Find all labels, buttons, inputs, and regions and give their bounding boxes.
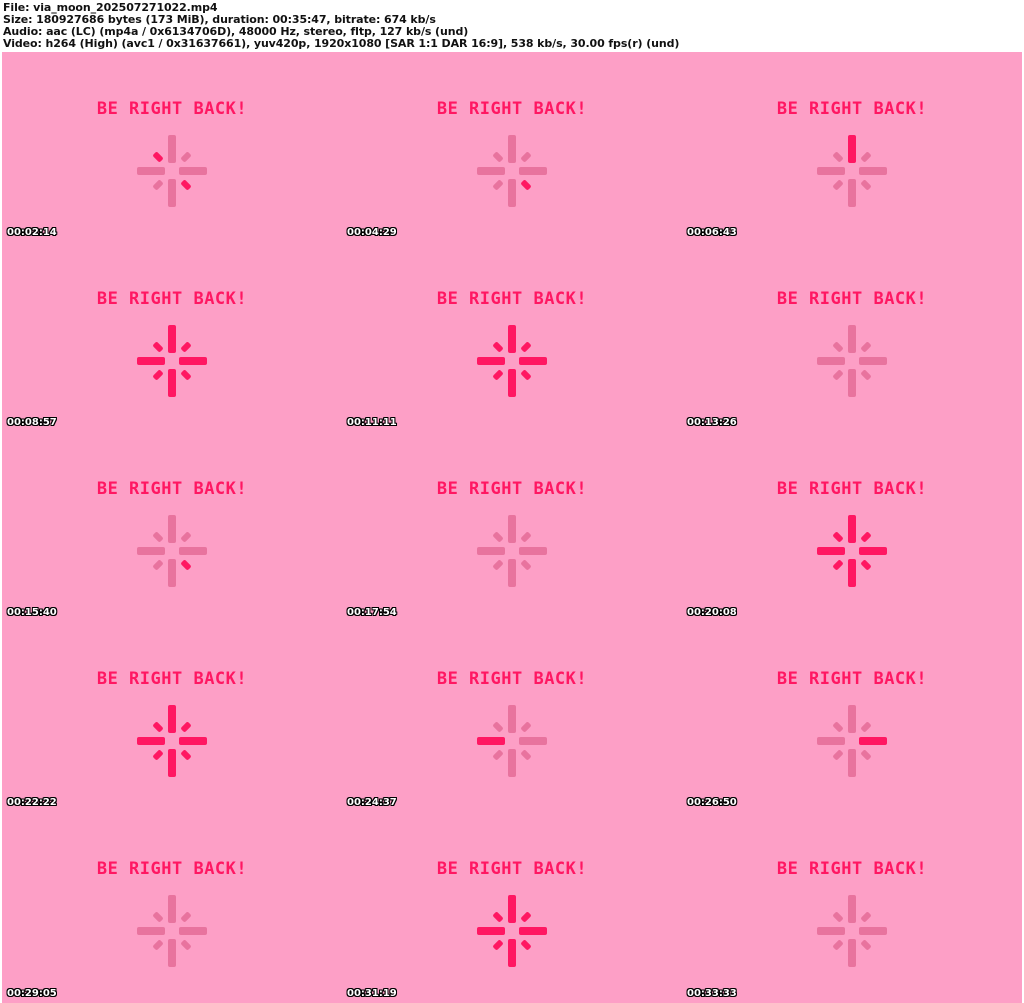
spinner-dot-ne (520, 151, 531, 162)
be-right-back-text: BE RIGHT BACK! (96, 99, 248, 119)
spinner-dot-ne (860, 721, 871, 732)
spinner-bar-south (508, 369, 516, 397)
spinner-dot-nw (832, 341, 843, 352)
video-thumbnail[interactable] (2, 432, 342, 622)
timestamp-label: 00:06:43 (687, 227, 737, 238)
video-thumbnail[interactable] (682, 622, 1022, 812)
spinner-dot-nw (832, 911, 843, 922)
video-thumbnail[interactable] (342, 812, 682, 1003)
be-right-back-text: BE RIGHT BACK! (776, 859, 928, 879)
loading-spinner-icon (817, 515, 887, 587)
spinner-bar-south (848, 559, 856, 587)
spinner-dot-se (520, 939, 531, 950)
size-duration-line: Size: 180927686 bytes (173 MiB), duration: 00:35:47, bitrate: 674 kb/s (3, 13, 436, 26)
spinner-bar-west (137, 357, 165, 365)
spinner-bar-west (817, 737, 845, 745)
spinner-dot-se (180, 179, 191, 190)
spinner-dot-nw (832, 721, 843, 732)
spinner-dot-ne (180, 531, 191, 542)
file-info-header (0, 0, 1024, 52)
spinner-bar-north (168, 325, 176, 353)
spinner-bar-east (859, 547, 887, 555)
spinner-bar-west (477, 357, 505, 365)
spinner-dot-sw (492, 559, 503, 570)
loading-spinner-icon (137, 135, 207, 207)
spinner-bar-west (817, 167, 845, 175)
spinner-bar-north (508, 515, 516, 543)
spinner-bar-south (848, 939, 856, 967)
spinner-dot-ne (180, 151, 191, 162)
spinner-bar-north (848, 895, 856, 923)
be-right-back-text: BE RIGHT BACK! (776, 479, 928, 499)
spinner-dot-nw (492, 151, 503, 162)
spinner-bar-east (859, 167, 887, 175)
spinner-dot-se (180, 749, 191, 760)
spinner-dot-sw (832, 939, 843, 950)
spinner-bar-north (168, 515, 176, 543)
timestamp-label: 00:17:54 (347, 607, 397, 618)
spinner-dot-sw (492, 749, 503, 760)
spinner-dot-se (860, 559, 871, 570)
spinner-dot-se (180, 559, 191, 570)
video-thumbnail[interactable] (342, 242, 682, 432)
spinner-bar-south (168, 939, 176, 967)
spinner-bar-north (508, 325, 516, 353)
spinner-bar-west (137, 547, 165, 555)
loading-spinner-icon (477, 895, 547, 967)
spinner-bar-north (848, 325, 856, 353)
loading-spinner-icon (477, 325, 547, 397)
spinner-dot-se (860, 369, 871, 380)
spinner-bar-west (137, 737, 165, 745)
spinner-dot-ne (860, 341, 871, 352)
loading-spinner-icon (817, 895, 887, 967)
spinner-bar-west (477, 737, 505, 745)
spinner-dot-sw (152, 749, 163, 760)
spinner-bar-north (508, 895, 516, 923)
spinner-bar-east (519, 927, 547, 935)
spinner-bar-west (817, 927, 845, 935)
spinner-dot-ne (180, 341, 191, 352)
spinner-bar-west (817, 547, 845, 555)
video-thumbnail[interactable] (682, 242, 1022, 432)
be-right-back-text: BE RIGHT BACK! (436, 99, 588, 119)
spinner-bar-south (168, 559, 176, 587)
timestamp-label: 00:08:57 (7, 417, 57, 428)
be-right-back-text: BE RIGHT BACK! (436, 289, 588, 309)
timestamp-label: 00:22:22 (7, 797, 57, 808)
spinner-bar-east (859, 737, 887, 745)
spinner-dot-nw (152, 151, 163, 162)
spinner-bar-south (508, 179, 516, 207)
loading-spinner-icon (477, 705, 547, 777)
spinner-bar-east (179, 737, 207, 745)
spinner-bar-east (179, 357, 207, 365)
loading-spinner-icon (137, 515, 207, 587)
spinner-bar-south (168, 369, 176, 397)
spinner-dot-sw (492, 939, 503, 950)
timestamp-label: 00:02:14 (7, 227, 57, 238)
spinner-bar-west (477, 167, 505, 175)
timestamp-label: 00:11:11 (347, 417, 397, 428)
spinner-dot-se (520, 369, 531, 380)
be-right-back-text: BE RIGHT BACK! (776, 289, 928, 309)
spinner-dot-ne (860, 531, 871, 542)
thumbnail-grid (0, 52, 1024, 1003)
spinner-dot-se (520, 179, 531, 190)
spinner-dot-sw (152, 179, 163, 190)
timestamp-label: 00:26:50 (687, 797, 737, 808)
audio-info-line: Audio: aac (LC) (mp4a / 0x6134706D), 48000 Hz, stereo, fltp, 127 kb/s (und) (3, 25, 469, 38)
spinner-dot-sw (832, 179, 843, 190)
video-thumbnail[interactable] (682, 812, 1022, 1003)
be-right-back-text: BE RIGHT BACK! (96, 479, 248, 499)
loading-spinner-icon (137, 325, 207, 397)
spinner-dot-se (860, 749, 871, 760)
be-right-back-text: BE RIGHT BACK! (96, 859, 248, 879)
spinner-bar-north (168, 705, 176, 733)
spinner-dot-se (180, 369, 191, 380)
spinner-bar-east (519, 357, 547, 365)
video-thumbnail[interactable] (342, 622, 682, 812)
be-right-back-text: BE RIGHT BACK! (776, 669, 928, 689)
be-right-back-text: BE RIGHT BACK! (776, 99, 928, 119)
loading-spinner-icon (477, 135, 547, 207)
spinner-dot-ne (860, 151, 871, 162)
spinner-bar-west (137, 927, 165, 935)
spinner-dot-ne (180, 721, 191, 732)
spinner-bar-north (848, 705, 856, 733)
spinner-bar-south (508, 749, 516, 777)
loading-spinner-icon (137, 705, 207, 777)
be-right-back-text: BE RIGHT BACK! (96, 669, 248, 689)
spinner-dot-se (860, 939, 871, 950)
spinner-dot-nw (152, 911, 163, 922)
spinner-dot-ne (180, 911, 191, 922)
timestamp-label: 00:31:19 (347, 988, 397, 999)
spinner-bar-east (179, 167, 207, 175)
timestamp-label: 00:33:33 (687, 988, 737, 999)
spinner-bar-west (817, 357, 845, 365)
timestamp-label: 00:15:40 (7, 607, 57, 618)
spinner-dot-nw (492, 341, 503, 352)
loading-spinner-icon (817, 135, 887, 207)
spinner-bar-south (848, 749, 856, 777)
spinner-dot-sw (832, 369, 843, 380)
loading-spinner-icon (817, 705, 887, 777)
spinner-bar-south (848, 369, 856, 397)
video-info-line: Video: h264 (High) (avc1 / 0x31637661), yuv420p, 1920x1080 [SAR 1:1 DAR 16:9], 538 kb/s, 30.00 fps(r) (und) (3, 37, 680, 50)
file-name-line: File: via_moon_202507271022.mp4 (3, 1, 218, 14)
spinner-bar-east (859, 357, 887, 365)
spinner-dot-se (520, 749, 531, 760)
spinner-dot-sw (152, 939, 163, 950)
spinner-dot-nw (492, 531, 503, 542)
timestamp-label: 00:20:08 (687, 607, 737, 618)
spinner-dot-nw (492, 721, 503, 732)
spinner-dot-sw (832, 559, 843, 570)
spinner-bar-north (508, 705, 516, 733)
video-thumbnail[interactable] (2, 242, 342, 432)
be-right-back-text: BE RIGHT BACK! (436, 479, 588, 499)
spinner-bar-south (168, 179, 176, 207)
loading-spinner-icon (817, 325, 887, 397)
be-right-back-text: BE RIGHT BACK! (436, 669, 588, 689)
spinner-dot-nw (492, 911, 503, 922)
spinner-dot-nw (152, 721, 163, 732)
spinner-dot-sw (152, 369, 163, 380)
spinner-bar-north (848, 515, 856, 543)
spinner-bar-north (168, 895, 176, 923)
video-thumbnail[interactable] (342, 52, 682, 242)
spinner-dot-nw (832, 531, 843, 542)
spinner-bar-east (179, 547, 207, 555)
video-thumbnail[interactable] (682, 432, 1022, 622)
spinner-dot-ne (860, 911, 871, 922)
spinner-dot-sw (152, 559, 163, 570)
spinner-dot-ne (520, 911, 531, 922)
spinner-bar-west (477, 927, 505, 935)
spinner-bar-south (168, 749, 176, 777)
spinner-bar-west (477, 547, 505, 555)
spinner-bar-east (519, 547, 547, 555)
be-right-back-text: BE RIGHT BACK! (436, 859, 588, 879)
timestamp-label: 00:24:37 (347, 797, 397, 808)
timestamp-label: 00:29:05 (7, 988, 57, 999)
spinner-bar-west (137, 167, 165, 175)
spinner-bar-north (168, 135, 176, 163)
spinner-dot-sw (832, 749, 843, 760)
spinner-bar-north (508, 135, 516, 163)
spinner-dot-sw (492, 179, 503, 190)
loading-spinner-icon (137, 895, 207, 967)
video-thumbnail[interactable] (2, 812, 342, 1003)
spinner-bar-east (859, 927, 887, 935)
loading-spinner-icon (477, 515, 547, 587)
spinner-bar-east (519, 737, 547, 745)
spinner-dot-ne (520, 531, 531, 542)
spinner-bar-east (519, 167, 547, 175)
video-thumbnail[interactable] (2, 622, 342, 812)
spinner-dot-sw (492, 369, 503, 380)
timestamp-label: 00:04:29 (347, 227, 397, 238)
spinner-dot-nw (152, 341, 163, 352)
spinner-dot-nw (152, 531, 163, 542)
video-thumbnail[interactable] (2, 52, 342, 242)
spinner-dot-ne (520, 721, 531, 732)
video-thumbnail[interactable] (682, 52, 1022, 242)
spinner-dot-ne (520, 341, 531, 352)
spinner-dot-se (180, 939, 191, 950)
spinner-bar-south (508, 939, 516, 967)
spinner-bar-south (508, 559, 516, 587)
spinner-dot-se (520, 559, 531, 570)
be-right-back-text: BE RIGHT BACK! (96, 289, 248, 309)
video-thumbnail[interactable] (342, 432, 682, 622)
spinner-dot-nw (832, 151, 843, 162)
spinner-dot-se (860, 179, 871, 190)
timestamp-label: 00:13:26 (687, 417, 737, 428)
spinner-bar-south (848, 179, 856, 207)
spinner-bar-north (848, 135, 856, 163)
spinner-bar-east (179, 927, 207, 935)
